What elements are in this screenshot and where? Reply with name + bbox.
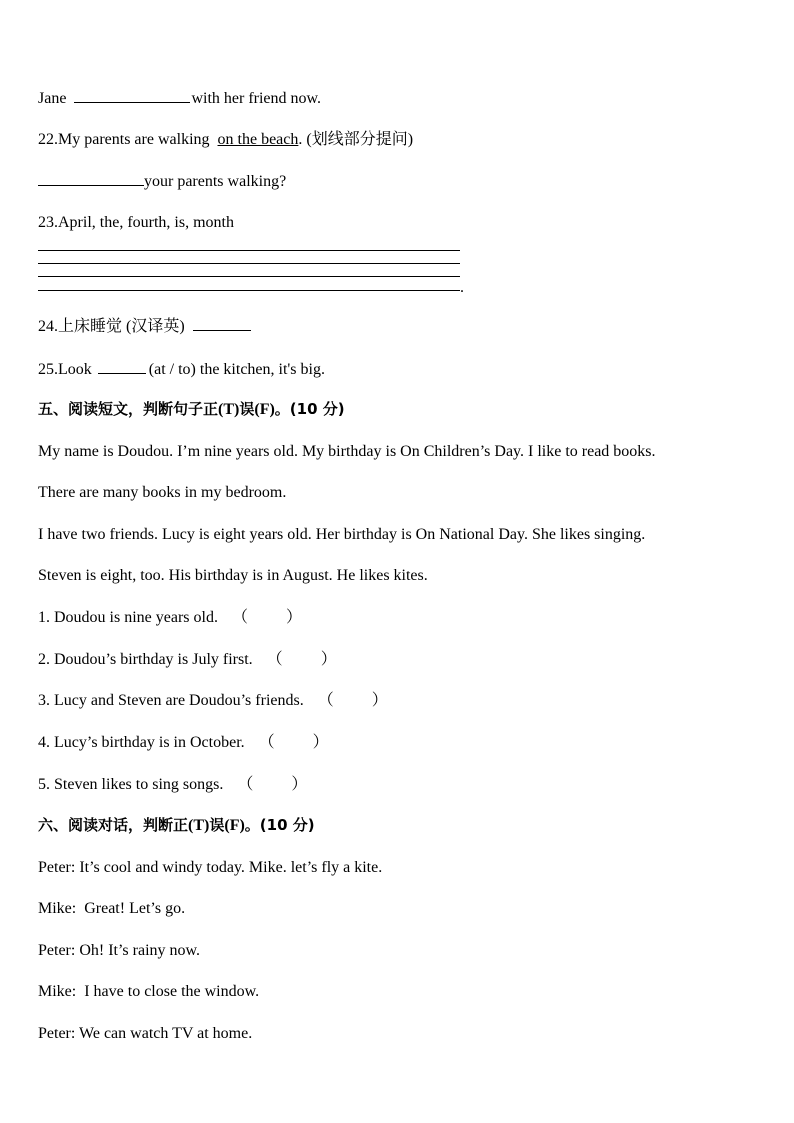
section6-dialogue-line: Mike: I have to close the window. — [38, 983, 260, 1000]
answer-paren-close: ） — [291, 776, 308, 793]
section6-dialogue-line: Mike: Great! Let’s go. — [38, 900, 186, 917]
q23-period: . — [460, 279, 464, 296]
section5-question-4 — [38, 733, 329, 753]
q21-after: with her friend now. — [191, 90, 322, 107]
q25-blank[interactable] — [98, 359, 146, 374]
section6-heading-f: (F) — [224, 817, 245, 834]
section5-heading-f: (F) — [254, 401, 275, 418]
answer-paren-open: （ — [258, 734, 275, 751]
section5-heading-cn1: 五、阅读短文，判断句子正 — [38, 400, 219, 418]
q22-prefix: 22.My parents are walking — [38, 131, 210, 148]
section6-heading — [38, 815, 315, 836]
section6-dialogue-line: Peter: We can watch TV at home. — [38, 1025, 253, 1042]
q21-before: Jane — [38, 90, 67, 107]
question-text: 4. Lucy’s birthday is in October. — [38, 734, 245, 751]
answer-paren-open: （ — [237, 776, 254, 793]
section6-heading-tail: 。(10 分) — [244, 816, 315, 834]
q23-answer-rule[interactable] — [38, 263, 460, 264]
question-text: 1. Doudou is nine years old. — [38, 609, 218, 626]
answer-paren-close: ） — [320, 651, 337, 668]
q24-text: 24.上床睡觉 (汉译英) — [38, 318, 185, 335]
section5-question-3 — [38, 691, 388, 711]
q23-answer-rule[interactable] — [38, 290, 460, 291]
q23-answer-rule[interactable] — [38, 276, 460, 277]
section6-heading-cn1: 六、阅读对话，判断正 — [38, 816, 189, 834]
section5-passage-line: Steven is eight, too. His birthday is in August. He likes kites. — [38, 567, 428, 584]
question-text: 2. Doudou’s birthday is July first. — [38, 651, 253, 668]
section5-question-2 — [38, 650, 337, 670]
answer-paren-open: （ — [266, 651, 283, 668]
question-text: 3. Lucy and Steven are Doudou’s friends. — [38, 692, 304, 709]
q25-before: 25.Look — [38, 361, 92, 378]
q25-prompt — [38, 359, 325, 380]
section5-heading-tail: 。(10 分) — [274, 400, 345, 418]
q23-answer-rule[interactable] — [38, 250, 460, 251]
section6-heading-cn2: 误 — [209, 816, 225, 834]
q22-answer-suffix: your parents walking? — [144, 173, 287, 190]
q21-blank[interactable] — [74, 88, 190, 103]
section5-passage-line: My name is Doudou. I’m nine years old. My birthday is On Children’s Day. I like to read books. — [38, 443, 656, 460]
answer-paren-close: ） — [286, 609, 303, 626]
section6-dialogue-line: Peter: Oh! It’s rainy now. — [38, 942, 201, 959]
section5-passage-line: I have two friends. Lucy is eight years old. Her birthday is On National Day. She likes singing. — [38, 526, 646, 543]
answer-paren-close: ） — [312, 734, 329, 751]
q23-prompt: 23.April, the, fourth, is, month — [38, 214, 234, 231]
q24-prompt — [38, 316, 251, 337]
q21-answer-line — [38, 88, 321, 109]
q22-suffix: . (划线部分提问) — [298, 131, 414, 148]
q24-blank[interactable] — [193, 316, 251, 331]
q22-blank[interactable] — [38, 171, 144, 186]
q22-underlined: on the beach — [217, 131, 299, 148]
answer-paren-open: （ — [317, 692, 334, 709]
section5-question-1 — [38, 608, 302, 628]
section6-dialogue-line: Peter: It’s cool and windy today. Mike. let’s fly a kite. — [38, 859, 383, 876]
section5-heading-cn2: 误 — [239, 400, 255, 418]
section5-passage-line: There are many books in my bedroom. — [38, 484, 287, 501]
answer-paren-close: ） — [371, 692, 388, 709]
answer-paren-open: （ — [231, 609, 248, 626]
q22-answer-line — [38, 171, 286, 192]
section5-question-5 — [38, 775, 307, 795]
section5-heading-t: (T) — [218, 401, 240, 418]
section5-heading — [38, 399, 345, 420]
q25-after: (at / to) the kitchen, it's big. — [148, 361, 325, 378]
section6-heading-t: (T) — [188, 817, 210, 834]
question-text: 5. Steven likes to sing songs. — [38, 776, 224, 793]
q22-prompt — [38, 130, 413, 150]
